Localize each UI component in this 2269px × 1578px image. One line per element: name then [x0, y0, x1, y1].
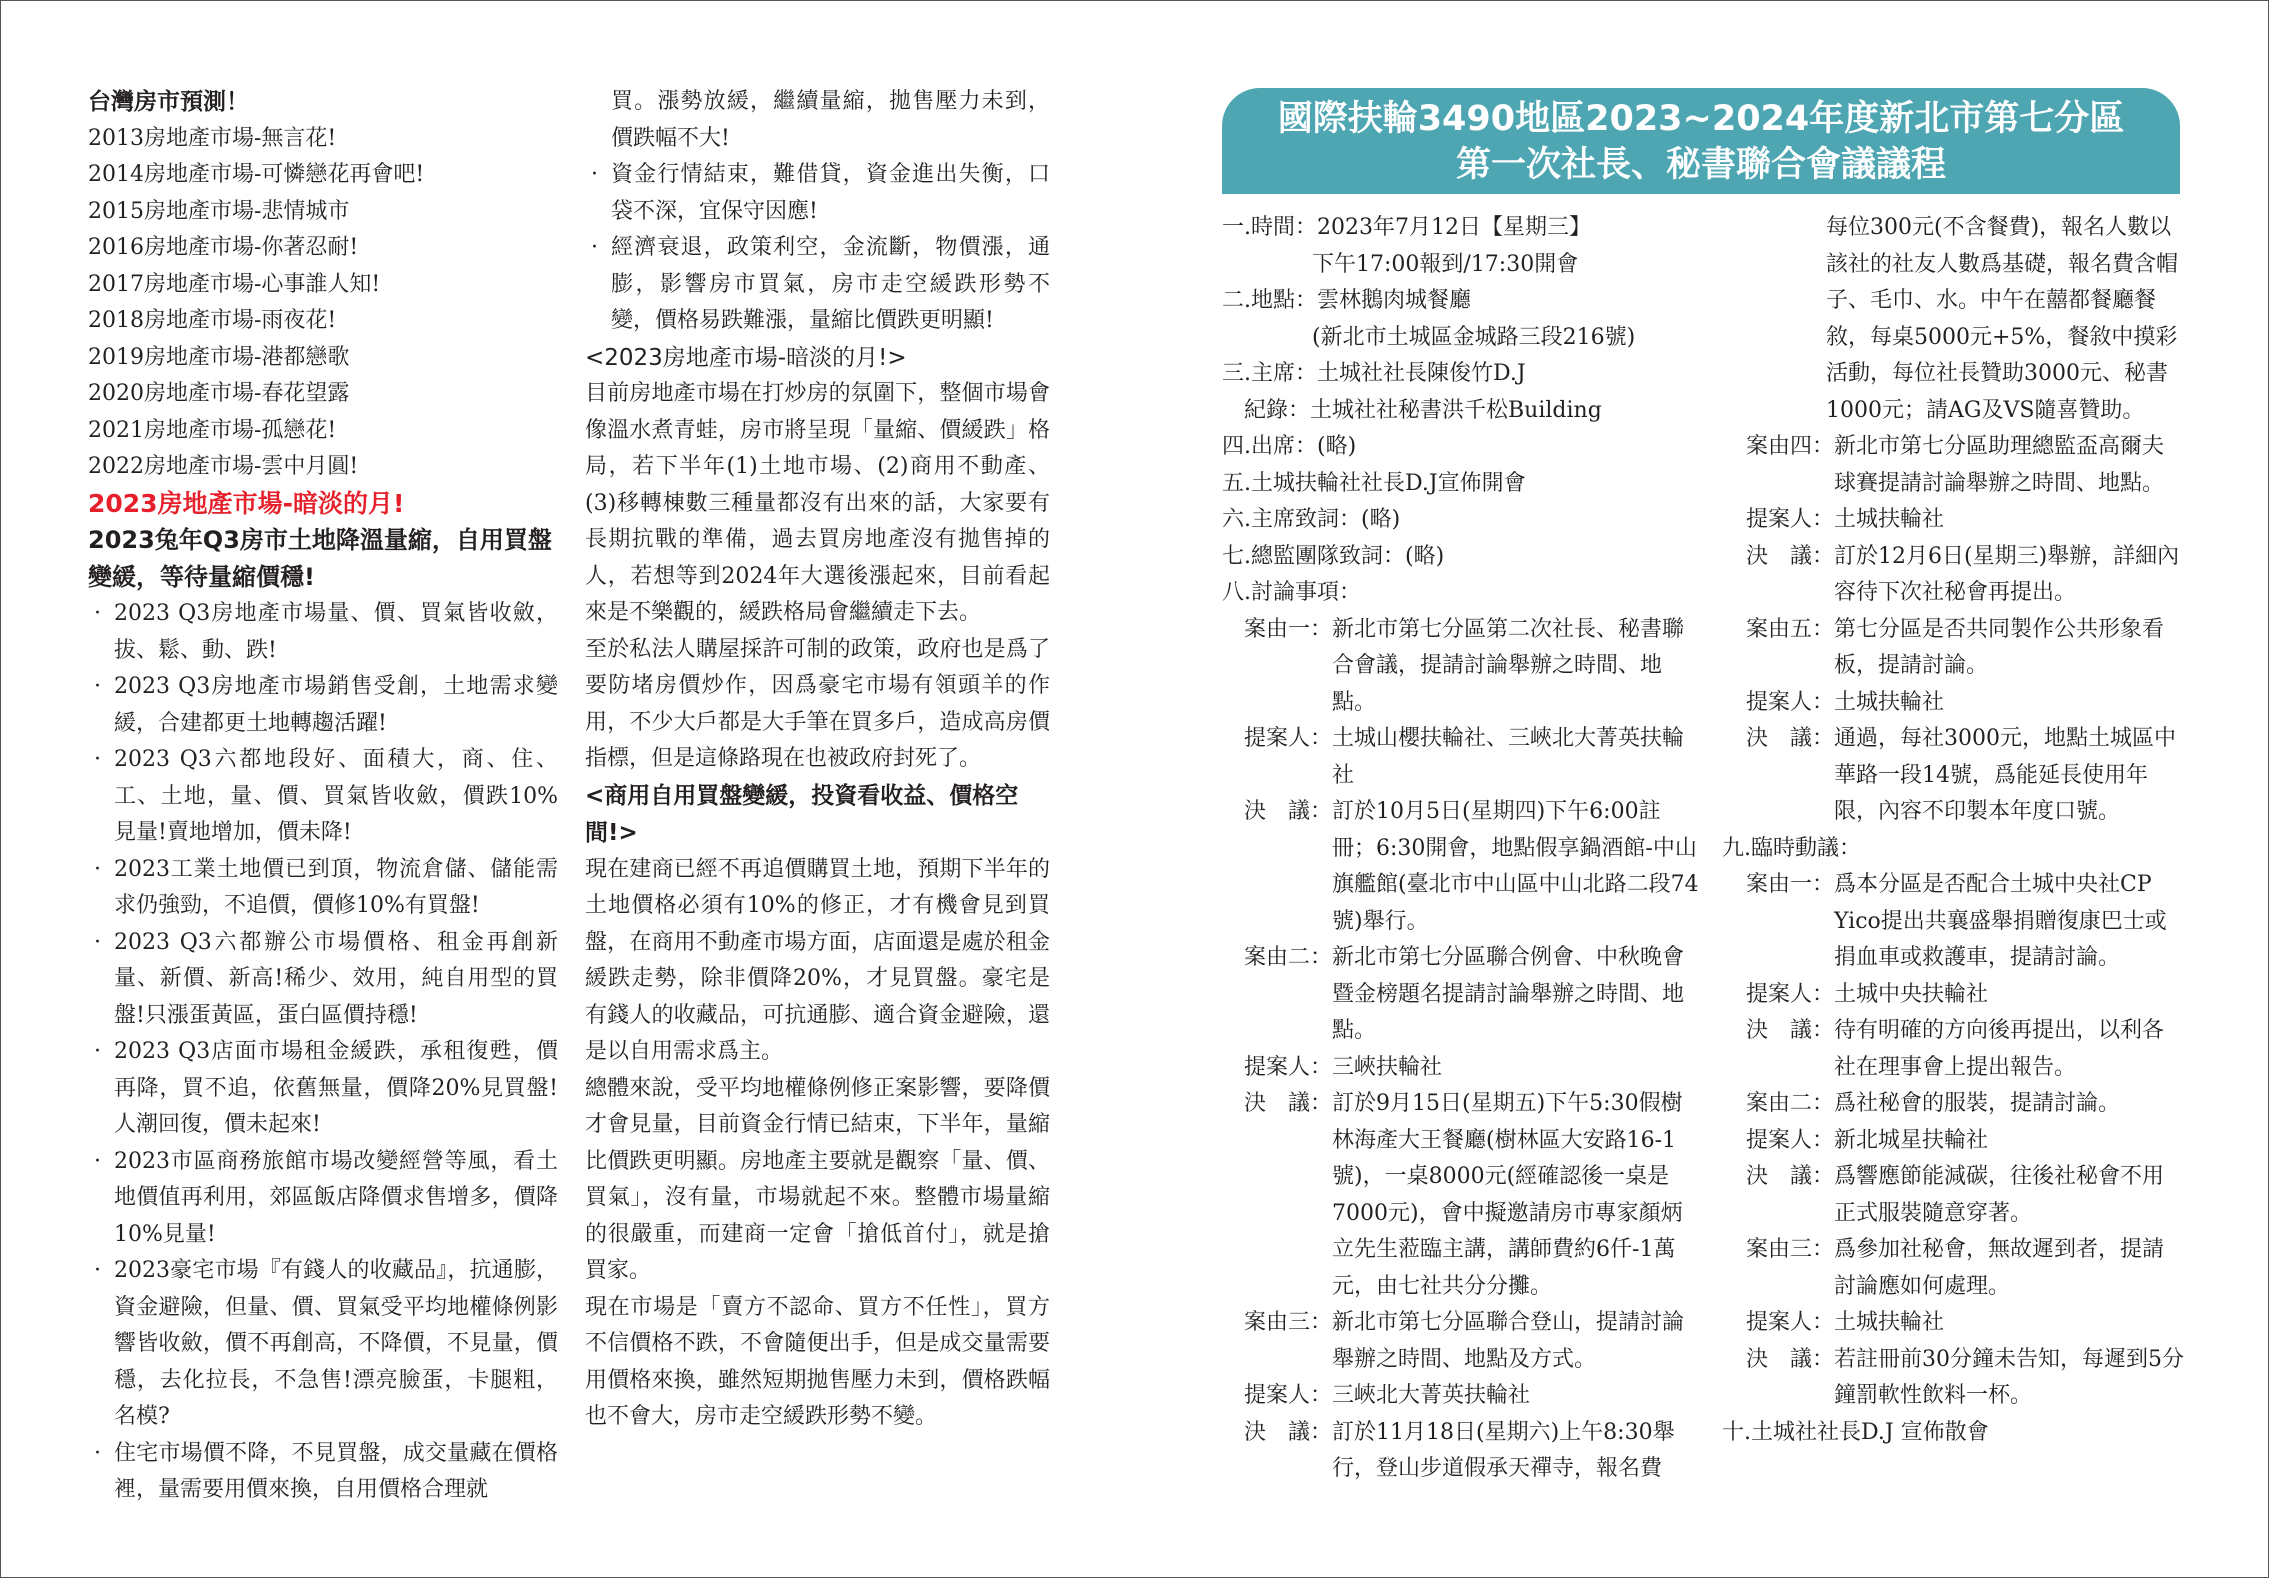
case-row	[1244, 1415, 1700, 1488]
agenda-item	[1222, 539, 1700, 576]
case-row	[1746, 685, 2184, 722]
red-title: 2023房地產市場-暗淡的月!	[88, 488, 405, 518]
agenda-column-2	[1722, 210, 2184, 1451]
agenda-key: 八.討論事項：	[1222, 580, 1361, 605]
case-key: 決 議：	[1746, 726, 1835, 751]
case-key: 決 議：	[1244, 1419, 1333, 1445]
agenda-key: 六.主席致詞：	[1222, 507, 1361, 532]
case-value: 新北城星扶輪社	[1834, 1127, 1989, 1153]
case-key: 案由五：	[1746, 616, 1835, 642]
case-key: 提案人：	[1244, 1383, 1333, 1408]
case-row	[1746, 1305, 2184, 1342]
agenda-value: 雲林鵝肉城餐廳	[1317, 288, 1472, 313]
agenda-title-banner	[1222, 88, 2180, 194]
agenda-item	[1222, 283, 1700, 320]
agenda-value: (略)	[1405, 543, 1445, 569]
agenda-item	[1222, 466, 1700, 503]
agenda-column-1	[1222, 210, 1700, 1488]
case-key: 決 議：	[1244, 1091, 1333, 1116]
subheading: <商用自用買盤變緩，投資看收益、價格空間!>	[585, 782, 1019, 846]
case-row	[1746, 1342, 2184, 1415]
market-heading: 台灣房市預測！	[88, 89, 249, 115]
case-key: 提案人：	[1244, 1054, 1333, 1080]
case-row	[1746, 867, 2184, 977]
paragraph: 總體來說，受平均地權條例修正案影響，要降價才會見量，目前資金行情已結束，下半年，量縮比價跌更明顯。房地產主要就是觀察「量、價、買氣」，沒有量，市場就起不來。整體市場量縮的很嚴重，而建商一定會「搶低首付」，就是搶買家。	[585, 1075, 1050, 1283]
case-row	[1746, 612, 2184, 685]
case-key: 案由二：	[1244, 945, 1333, 970]
case-row	[1244, 612, 1700, 722]
agenda-item	[1222, 575, 1700, 612]
case-value: 爲響應節能減碳，往後社秘會不用正式服裝隨意穿著。	[1834, 1164, 2165, 1226]
agenda-key: 三.主席：	[1222, 361, 1317, 386]
case-key: 提案人：	[1746, 689, 1835, 715]
agenda-title-line1: 國際扶輪3490地區2023~2024年度新北市第七分區	[1277, 99, 2125, 139]
bullet-item: · 住宅市場價不降，不見買盤，成交量藏在價格裡，量需要用價來換，自用價格合理就	[88, 1436, 558, 1509]
case-key: 決 議：	[1746, 1018, 1835, 1043]
paragraph: 現在建商已經不再追價購買土地，預期下半年的土地價格必須有10%的修正，才有機會見到買盤，在商用不動產市場方面，店面還是處於租金緩跌走勢，除非價降20%，才見買盤。豪宅是有錢人的收藏品，可抗通膨、適合資金避險，還是以自用需求爲主。	[585, 856, 1050, 1064]
agenda-item	[1222, 356, 1700, 393]
case-row	[1746, 1159, 2184, 1232]
paragraph: 至於私法人購屋採許可制的政策，政府也是爲了要防堵房價炒作，因爲豪宅市場有領頭羊的作用，不少大戶都是大手筆在買多戶，造成高房價指標，但是這條路現在也被政府封死了。	[585, 636, 1050, 771]
bullet-item: · 經濟衰退，政策利空，金流斷，物價漲，通膨，影響房市買氣，房市走空緩跌形勢不變，價格易跌難漲，量縮比價跌更明顯!	[585, 230, 1050, 340]
case-value: 三峽扶輪社	[1332, 1054, 1443, 1080]
case-value: 新北市第七分區聯合例會、中秋晚會暨金榜題名提請討論舉辦之時間、地點。	[1332, 945, 1685, 1043]
bullet-list-continued	[585, 84, 1050, 340]
case-key: 提案人：	[1244, 726, 1333, 751]
case-key: 決 議：	[1244, 799, 1333, 824]
case-row	[1244, 940, 1700, 1050]
bullet-item: · 2023 Q3六都辦公市場價格、租金再創新量、新價、新高!稀少、效用，純自用型的買盤!只漲蛋黃區，蛋白區價持穩!	[88, 925, 558, 1035]
year-item: 2017房地產市場-心事誰人知!	[88, 271, 381, 297]
closing-line: 十.土城社社長D.J 宣佈散會	[1722, 1419, 1989, 1445]
case-value: 土城山櫻扶輪社、三峽北大菁英扶輪社	[1332, 726, 1685, 788]
case-key: 決 議：	[1746, 1346, 1835, 1372]
agenda-value: (新北市土城區金城路三段216號)	[1312, 324, 1636, 350]
case-key: 案由四：	[1746, 434, 1835, 459]
market-column-2	[585, 84, 1050, 1436]
agenda-key: 二.地點：	[1222, 288, 1317, 313]
case-value: 土城扶輪社	[1834, 507, 1945, 532]
case-value: 新北市第七分區聯合登山，提請討論舉辦之時間、地點及方式。	[1332, 1310, 1685, 1372]
bullet-item: · 2023工業土地價已到頂，物流倉儲、儲能需求仍強勁，不追價，價修10%有買盤!	[88, 852, 558, 925]
bullet-item: · 2023 Q3店面市場租金緩跌，承租復甦，價再降，買不追，依舊無量，價降20%見買盤!人潮回復，價未起來!	[88, 1034, 558, 1144]
market-column-1	[88, 84, 558, 1509]
case-value: 土城扶輪社	[1834, 689, 1945, 715]
agenda-value: 土城社社秘書洪千松Building	[1310, 397, 1602, 423]
bullet-item-continued: 買。漲勢放緩，繼續量縮，拋售壓力未到，價跌幅不大!	[611, 89, 1050, 151]
case-key: 提案人：	[1746, 1310, 1835, 1335]
case-key: 案由三：	[1746, 1237, 1835, 1262]
bullet-list	[88, 596, 558, 1509]
case-row	[1746, 1232, 2184, 1305]
case-row	[1746, 977, 2184, 1014]
case-key: 提案人：	[1746, 981, 1835, 1007]
agenda-value: 土城社社長陳俊竹D.J	[1317, 361, 1526, 386]
case-value: 待有明確的方向後再提出，以利各社在理事會上提出報告。	[1834, 1018, 2165, 1080]
case-value: 第七分區是否共同製作公共形象看板，提請討論。	[1834, 616, 2165, 678]
agenda-value: (略)	[1317, 434, 1357, 459]
case-row	[1746, 1086, 2184, 1123]
agenda-item	[1222, 393, 1700, 430]
bullet-item: · 2023 Q3房地產市場銷售受創，土地需求變緩，合建都更土地轉趨活躍!	[88, 669, 558, 742]
case-value: 訂於9月15日(星期五)下午5:30假樹林海產大王餐廳(樹林區大安路16-1號)，一桌8000元(經確認後一桌是7000元)，會中擬邀請房市專家顏炳立先生蒞臨主講，講師費約6仟-1萬元，由七社共分分攤。	[1332, 1091, 1683, 1299]
bullet-item: · 2023豪宅市場『有錢人的收藏品』，抗通膨，資金避險，但量、價、買氣受平均地權條例影響皆收斂，價不再創高，不降價，不見量，價穩，去化拉長，不急售!漂亮臉蛋，卡腿粗，名模?	[88, 1253, 558, 1436]
case-key: 提案人：	[1746, 1127, 1835, 1153]
agenda-item	[1222, 502, 1700, 539]
case-value: 爲本分區是否配合土城中央社CP Yico提出共襄盛舉捐贈復康巴士或捐血車或救護車，提請討論。	[1834, 872, 2167, 970]
case-value: 土城扶輪社	[1834, 1310, 1945, 1335]
case-row	[1746, 1123, 2184, 1160]
case-row	[1746, 721, 2184, 831]
paragraph: 目前房地產市場在打炒房的氛圍下，整個市場會像溫水煮青蛙，房市將呈現「量縮、價緩跌」格局，若下半年(1)土地市場、(2)商用不動產、(3)移轉棟數三種量都沒有出來的話，大家要有長期抗戰的準備，過去買房地產沒有拋售掉的人，若想等到2024年大選後漲起來，目前看起來是不樂觀的，緩跌格局會繼續走下去。	[585, 381, 1050, 625]
paragraph: 現在市場是「賣方不認命、買方不任性」，買方不信價格不跌，不會隨便出手，但是成交量需要用價格來換，雖然短期拋售壓力未到，價格跌幅也不會大，房市走空緩跌形勢不變。	[585, 1294, 1050, 1429]
case-value: 爲社秘會的服裝，提請討論。	[1834, 1091, 2121, 1116]
year-item: 2014房地產市場-可憐戀花再會吧!	[88, 162, 425, 187]
case-row	[1746, 429, 2184, 502]
bullet-item: · 2023 Q3六都地段好、面積大，商、住、工、土地，量、價、買氣皆收斂，價跌10%見量!賣地增加，價未降!	[88, 742, 558, 852]
agenda-item	[1222, 320, 1700, 357]
year-item: 2020房地產市場-春花望露	[88, 381, 350, 406]
agenda-item	[1222, 247, 1700, 284]
case-row	[1746, 539, 2184, 612]
bullet-item: · 2023 Q3房地產市場量、價、買氣皆收斂，拔、鬆、動、跌!	[88, 596, 558, 669]
case-row	[1244, 1305, 1700, 1378]
case-key: 案由三：	[1244, 1310, 1333, 1335]
case-value: 通過，每社3000元，地點土城區中華路一段14號，爲能延長使用年限，內容不印製本年度口號。	[1834, 726, 2177, 824]
year-item: 2016房地產市場-你著忍耐!	[88, 235, 359, 260]
case-value: 三峽北大菁英扶輪社	[1332, 1383, 1531, 1408]
case-value: 爲參加社秘會，無故遲到者，提請討論應如何處理。	[1834, 1237, 2165, 1299]
case-key: 案由一：	[1244, 616, 1333, 642]
case-row	[1746, 502, 2184, 539]
temp-motion-heading: 九.臨時動議：	[1722, 835, 1861, 861]
bullet-item: · 資金行情結束，難借貸，資金進出失衡，口袋不深，宜保守因應!	[585, 157, 1050, 230]
case-key: 案由二：	[1746, 1091, 1835, 1116]
case-row	[1746, 1013, 2184, 1086]
bold-title: 2023兔年Q3房市土地降溫量縮，自用買盤變緩，等待量縮價穩!	[88, 526, 552, 591]
case-row	[1244, 1050, 1700, 1087]
case-value: 土城中央扶輪社	[1834, 981, 1989, 1007]
case-value: 新北市第七分區第二次社長、秘書聯合會議，提請討論舉辦之時間、地點。	[1332, 616, 1685, 715]
case-key: 案由一：	[1746, 872, 1835, 897]
case-value: 若註冊前30分鐘未告知，每遲到5分鐘罰軟性飲料一杯。	[1834, 1346, 2185, 1408]
case-continued: 每位300元(不含餐費)，報名人數以該社的社友人數爲基礎，報名費含帽子、毛巾、水。中午在囍都餐廳餐敘，每桌5000元+5%，餐敘中摸彩活動，每位社長贊助3000元、秘書1000元；請AG及VS隨喜贊助。	[1826, 215, 2179, 423]
year-item: 2022房地產市場-雲中月圓!	[88, 454, 359, 479]
agenda-value: (略)	[1361, 507, 1401, 532]
agenda-value: 2023年7月12日【星期三】	[1317, 215, 1591, 240]
agenda-key: 七.總監團隊致詞：	[1222, 543, 1405, 569]
agenda-title-line2: 第一次社長、秘書聯合會議議程	[1455, 145, 1946, 185]
agenda-value: 下午17:00報到/17:30開會	[1312, 251, 1579, 277]
case-row	[1244, 1378, 1700, 1415]
discussion-cases-continued	[1722, 429, 2184, 831]
case-key: 決 議：	[1746, 1164, 1835, 1189]
case-value: 訂於10月5日(星期四)下午6:00註冊；6:30開會，地點假享鍋酒館-中山旗艦館(臺北市中山區中山北路二段74號)舉行。	[1332, 799, 1699, 934]
agenda-item	[1222, 210, 1700, 247]
agenda-item	[1222, 429, 1700, 466]
case-row	[1244, 794, 1700, 940]
temp-motion-cases	[1722, 867, 2184, 1415]
year-item: 2018房地產市場-雨夜花!	[88, 308, 337, 333]
case-value: 訂於11月18日(星期六)上午8:30舉行，登山步道假承天禪寺，報名費	[1332, 1419, 1675, 1481]
discussion-cases	[1222, 612, 1700, 1488]
case-value: 新北市第七分區助理總監盃高爾夫球賽提請討論舉辦之時間、地點。	[1834, 434, 2165, 496]
agenda-key: 紀錄：	[1222, 397, 1311, 423]
subheading: <2023房地產市場-暗淡的月!>	[585, 344, 907, 371]
bullet-item: · 2023市區商務旅館市場改變經營等風，看土地價值再利用，郊區飯店降價求售增多，價降10%見量!	[88, 1144, 558, 1254]
agenda-key: 一.時間：	[1222, 215, 1317, 240]
case-row	[1244, 1086, 1700, 1305]
year-item: 2021房地產市場-孤戀花!	[88, 417, 337, 443]
year-item: 2015房地產市場-悲情城市	[88, 198, 350, 224]
case-key: 決 議：	[1746, 543, 1835, 569]
case-key: 提案人：	[1746, 507, 1835, 532]
agenda-key: 五.土城扶輪社社長D.J宣佈開會	[1222, 470, 1526, 496]
year-item: 2013房地產市場-無言花!	[88, 125, 337, 151]
year-item: 2019房地產市場-港都戀歌	[88, 344, 350, 370]
case-value: 訂於12月6日(星期三)舉辦，詳細內容待下次社秘會再提出。	[1834, 543, 2180, 605]
agenda-key: 四.出席：	[1222, 434, 1317, 459]
case-row	[1244, 721, 1700, 794]
